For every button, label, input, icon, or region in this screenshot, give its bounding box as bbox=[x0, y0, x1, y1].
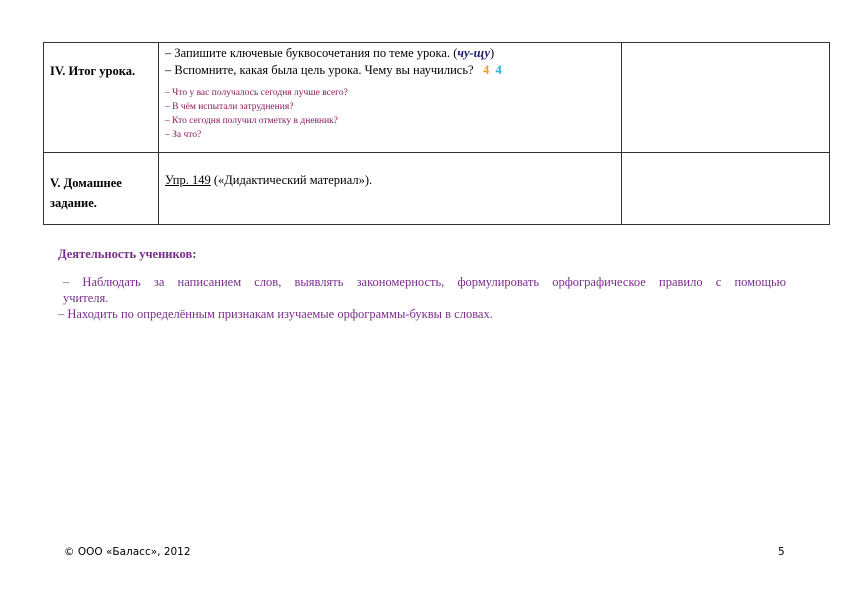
stage-cell bbox=[44, 153, 159, 225]
content-cell bbox=[159, 153, 622, 225]
question-item: – Кто сегодня получил отметку в дневник? bbox=[165, 116, 339, 126]
instruction-line: – Вспомните, какая была цель урока. Чему вы научились? 4 4 bbox=[165, 63, 502, 77]
copyright-footer: © ООО «Баласс», 2012 bbox=[64, 546, 191, 558]
exercise-link[interactable]: Упр. 149 bbox=[165, 173, 211, 187]
score-badge-orange: 4 bbox=[482, 63, 490, 77]
notes-cell bbox=[622, 43, 830, 153]
question-item: – Что у вас получалось сегодня лучше всего? bbox=[165, 88, 348, 98]
stage-label: V. Домашнее задание. bbox=[50, 176, 122, 210]
question-item: – В чём испытали затруднения? bbox=[165, 102, 294, 112]
homework-line: Упр. 149 («Дидактический материал»). bbox=[165, 173, 373, 187]
stage-cell bbox=[44, 43, 159, 153]
table-row bbox=[44, 153, 830, 225]
instruction-line: – Запишите ключевые буквосочетания по теме урока. (чу-щу) bbox=[165, 46, 495, 60]
page-number: 5 bbox=[778, 546, 785, 558]
notes-cell bbox=[622, 153, 830, 225]
activity-title: Деятельность учеников: bbox=[58, 247, 197, 261]
score-badge-cyan: 4 bbox=[495, 63, 502, 77]
activity-item: – Находить по определённым признакам изучаемые орфограммы-буквы в словах. bbox=[58, 307, 493, 321]
question-item: – За что? bbox=[165, 130, 202, 140]
lesson-plan-table bbox=[43, 42, 830, 225]
table-row bbox=[44, 43, 830, 153]
content-cell bbox=[159, 43, 622, 153]
student-activity-section bbox=[58, 246, 786, 322]
reflection-questions bbox=[159, 86, 621, 142]
letter-combination: чу-щу bbox=[457, 46, 491, 60]
stage-label: IV. Итог урока. bbox=[50, 64, 136, 78]
activity-item: – Наблюдать за написанием слов, выявлять закономерность, формулировать орфографическое правило с помощью учителя. bbox=[63, 275, 786, 305]
